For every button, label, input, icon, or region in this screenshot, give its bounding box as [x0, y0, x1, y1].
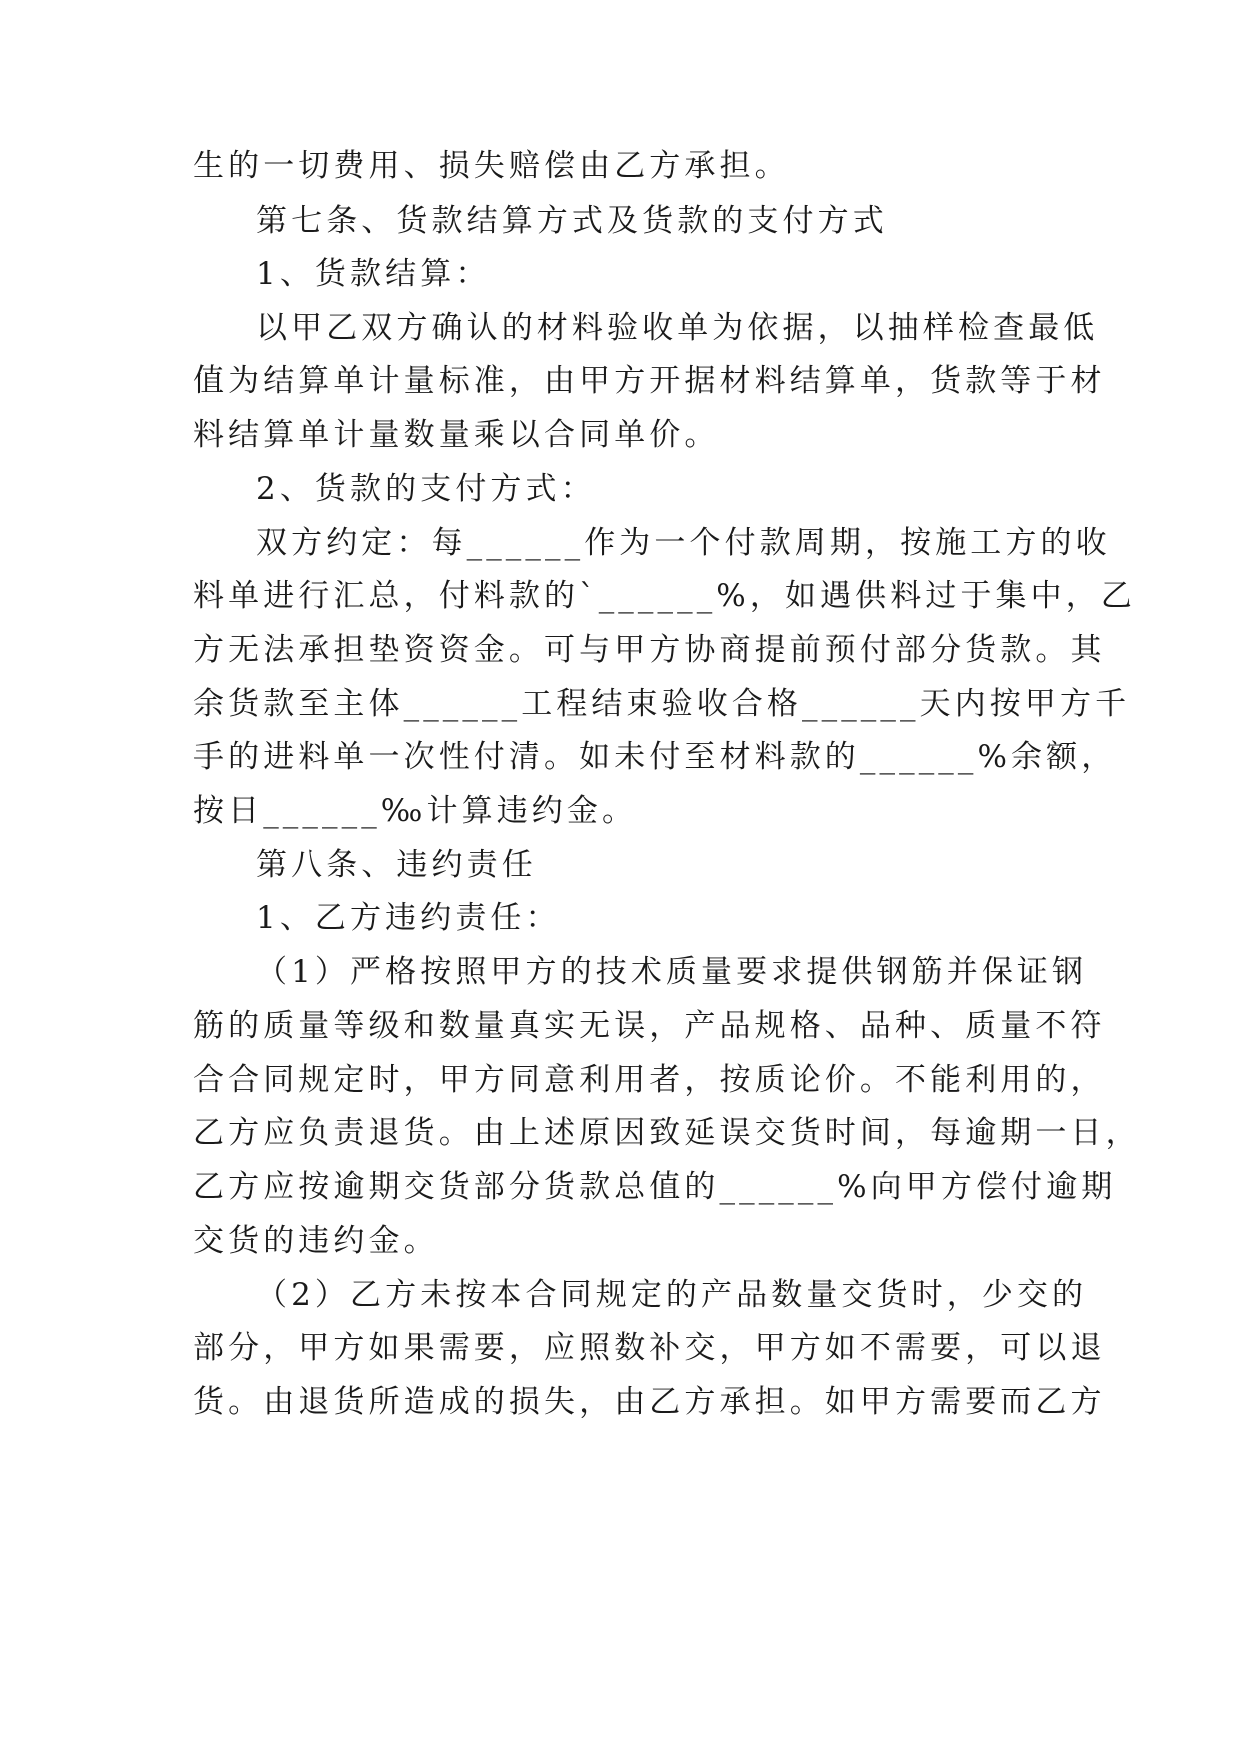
- subsection-heading: 2、货款的支付方式：: [256, 471, 596, 507]
- text-line: 值为结算单计量标准，由甲方开据材料结算单，货款等于材: [193, 363, 1106, 399]
- text-line: 余货款至主体______工程结束验收合格______天内按甲方千: [193, 686, 1131, 722]
- text-line: 生的一切费用、损失赔偿由乙方承担。: [193, 148, 790, 184]
- subsection-heading: 1、货款结算：: [256, 256, 491, 292]
- subsection-heading: 1、乙方违约责任：: [256, 900, 561, 936]
- section-heading: 第八条、违约责任: [256, 847, 537, 883]
- text-line: 合合同规定时，甲方同意利用者，按质论价。不能利用的，: [193, 1062, 1106, 1098]
- text-line: 方无法承担垫资资金。可与甲方协商提前预付部分货款。其: [193, 632, 1106, 668]
- text-line: 双方约定：每______作为一个付款周期，按施工方的收: [256, 525, 1111, 561]
- text-line: 乙方应按逾期交货部分货款总值的______%向甲方偿付逾期: [193, 1169, 1117, 1205]
- text-line: 部分，甲方如果需要，应照数补交，甲方如不需要，可以退: [193, 1330, 1106, 1366]
- text-line: 交货的违约金。: [193, 1223, 439, 1259]
- section-heading: 第七条、货款结算方式及货款的支付方式: [256, 203, 888, 239]
- text-line: 以甲乙双方确认的材料验收单为依据，以抽样检查最低: [256, 310, 1099, 346]
- text-line: 筋的质量等级和数量真实无误，产品规格、品种、质量不符: [193, 1008, 1106, 1044]
- text-line: 料单进行汇总，付料款的`______%，如遇供料过于集中，乙: [193, 578, 1136, 614]
- text-line: 按日______‰计算违约金。: [193, 793, 638, 829]
- text-line: 货。由退货所造成的损失，由乙方承担。如甲方需要而乙方: [193, 1384, 1106, 1420]
- text-line: 料结算单计量数量乘以合同单价。: [193, 417, 720, 453]
- text-line: 乙方应负责退货。由上述原因致延误交货时间，每逾期一日，: [193, 1115, 1141, 1151]
- text-line: 手的进料单一次性付清。如未付至材料款的______%余额，: [193, 739, 1117, 775]
- text-line: （1）严格按照甲方的技术质量要求提供钢筋并保证钢: [256, 954, 1088, 990]
- text-line: （2）乙方未按本合同规定的产品数量交货时，少交的: [256, 1277, 1088, 1313]
